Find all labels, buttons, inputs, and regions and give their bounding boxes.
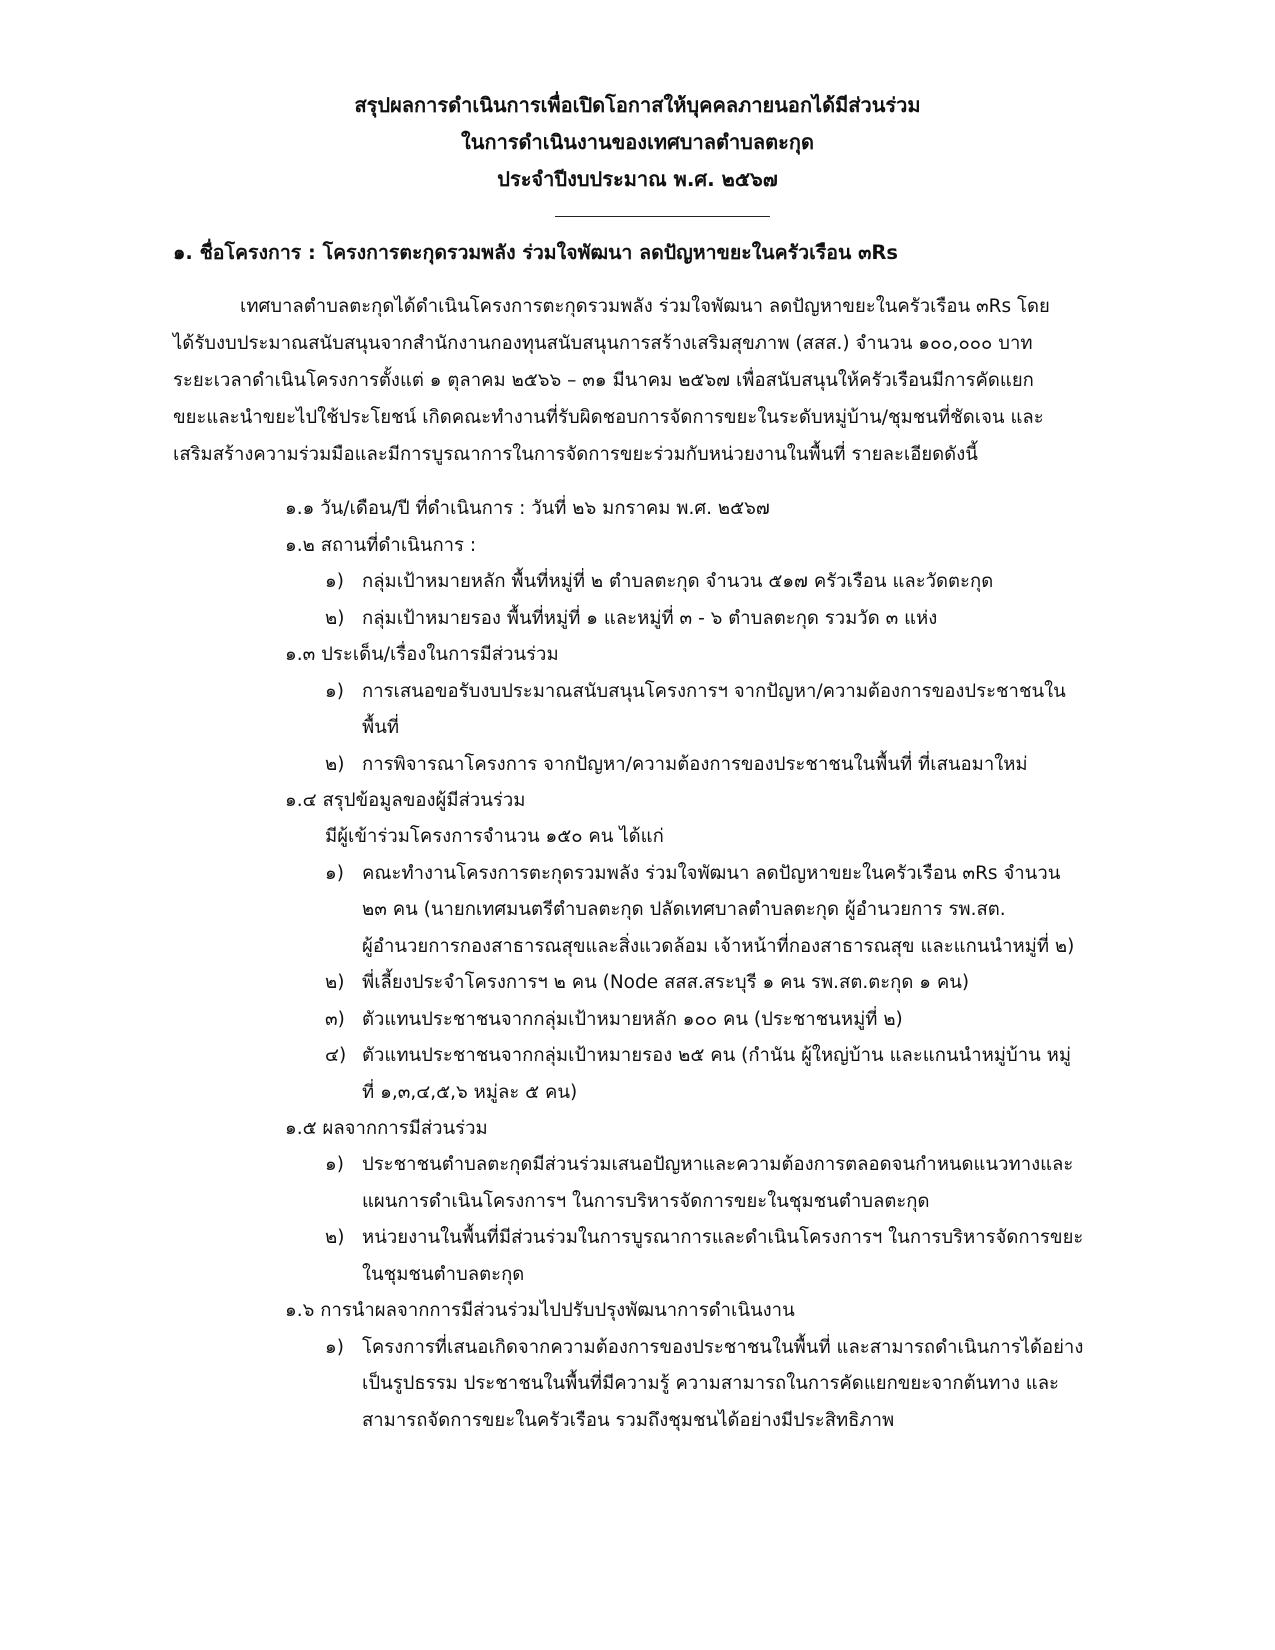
section-1-4-intro: มีผู้เข้าร่วมโครงการจำนวน ๑๕๐ คน ได้แก่ [325, 826, 664, 847]
section-1-6-item-1-line-2: เป็นรูปธรรม ประชาชนในพื้นที่มีความรู้ ความสามารถในการคัดแยกขยะจากต้นทาง และ [362, 1373, 1059, 1394]
title-divider [555, 216, 770, 217]
section-1-4-item-4-line-1: ตัวแทนประชาชนจากกลุ่มเป้าหมายรอง ๒๕ คน (กำนัน ผู้ใหญ่บ้าน และแกนนำหมู่บ้าน หมู่ [362, 1045, 1072, 1066]
project-heading: ๑. ชื่อโครงการ : โครงการตะกุดรวมพลัง ร่วมใจพัฒนา ลดปัญหาขยะในครัวเรือน ๓Rs [173, 241, 899, 264]
document-title-line-2: ในการดำเนินงานของเทศบาลตำบลตะกุด [461, 130, 814, 154]
intro-line-1: เทศบาลตำบลตะกุดได้ดำเนินโครงการตะกุดรวมพลัง ร่วมใจพัฒนา ลดปัญหาขยะในครัวเรือน ๓Rs โดย [240, 296, 1050, 317]
intro-line-4: ขยะและนำขยะไปใช้ประโยชน์ เกิดคณะทำงานที่รับผิดชอบการจัดการขยะในระดับหมู่บ้าน/ชุมชนที่ชัดเจน และ [173, 407, 1044, 428]
document-title-line-1: สรุปผลการดำเนินการเพื่อเปิดโอกาสให้บุคคลภายนอกได้มีส่วนร่วม [354, 93, 921, 117]
section-1-2-label: ๑.๒ สถานที่ดำเนินการ : [285, 535, 477, 556]
section-1-4-item-4-number: ๔) [325, 1045, 347, 1066]
section-1-3-item-1-line-1: การเสนอขอรับงบประมาณสนับสนุนโครงการฯ จากปัญหา/ความต้องการของประชาชนใน [362, 681, 1066, 702]
section-1-5-item-1-line-1: ประชาชนตำบลตะกุดมีส่วนร่วมเสนอปัญหาและความต้องการตลอดจนกำหนดแนวทางและ [362, 1154, 1074, 1175]
section-1-4-label: ๑.๔ สรุปข้อมูลของผู้มีส่วนร่วม [285, 790, 526, 811]
section-1-4-item-2-line-1: พี่เลี้ยงประจำโครงการฯ ๒ คน (Node สสส.สระบุรี ๑ คน รพ.สต.ตะกุด ๑ คน) [362, 972, 970, 993]
section-1-2-item-1-text: กลุ่มเป้าหมายหลัก พื้นที่หมู่ที่ ๒ ตำบลตะกุด จำนวน ๕๑๗ ครัวเรือน และวัดตะกุด [362, 571, 994, 592]
section-1-3-item-2-line-1: การพิจารณาโครงการ จากปัญหา/ความต้องการของประชาชนในพื้นที่ ที่เสนอมาใหม่ [362, 754, 1028, 775]
section-1-3-label: ๑.๓ ประเด็น/เรื่องในการมีส่วนร่วม [285, 644, 559, 665]
section-1-4-item-3-number: ๓) [325, 1009, 345, 1030]
section-1-5-item-1-line-2: แผนการดำเนินโครงการฯ ในการบริหารจัดการขยะในชุมชนตำบลตะกุด [362, 1191, 930, 1212]
section-1-5-item-2-number: ๒) [325, 1227, 345, 1248]
section-1-5-item-2-line-2: ในชุมชนตำบลตะกุด [362, 1264, 525, 1285]
section-1-6-label: ๑.๖ การนำผลจากการมีส่วนร่วมไปปรับปรุงพัฒนาการดำเนินงาน [285, 1300, 795, 1321]
section-1-5-label: ๑.๕ ผลจากการมีส่วนร่วม [285, 1118, 488, 1139]
section-1-3-item-1-line-2: พื้นที่ [362, 717, 400, 738]
section-1-4-item-2-number: ๒) [325, 972, 345, 993]
section-1-4-item-1-line-1: คณะทำงานโครงการตะกุดรวมพลัง ร่วมใจพัฒนา ลดปัญหาขยะในครัวเรือน ๓Rs จำนวน [362, 863, 1061, 884]
document-title-line-3: ประจำปีงบประมาณ พ.ศ. ๒๕๖๗ [497, 167, 778, 191]
section-1-5-item-2-line-1: หน่วยงานในพื้นที่มีส่วนร่วมในการบูรณาการและดำเนินโครงการฯ ในการบริหารจัดการขยะ [362, 1227, 1084, 1248]
section-1-3-item-1-number: ๑) [325, 681, 344, 702]
section-1-5-item-1-number: ๑) [325, 1154, 344, 1175]
section-1-4-item-3-line-1: ตัวแทนประชาชนจากกลุ่มเป้าหมายหลัก ๑๐๐ คน (ประชาชนหมู่ที่ ๒) [362, 1009, 903, 1030]
intro-line-3: ระยะเวลาดำเนินโครงการตั้งแต่ ๑ ตุลาคม ๒๕๖๖ – ๓๑ มีนาคม ๒๕๖๗ เพื่อสนับสนุนให้ครัวเรือนมีการคัดแยก [173, 370, 1034, 391]
intro-line-5: เสริมสร้างความร่วมมือและมีการบูรณาการในการจัดการขยะร่วมกับหน่วยงานในพื้นที่ รายละเอียดดังนี้ [173, 444, 978, 465]
section-1-2-item-1-number: ๑) [325, 571, 344, 592]
intro-line-2: ได้รับงบประมาณสนับสนุนจากสำนักงานกองทุนสนับสนุนการสร้างเสริมสุขภาพ (สสส.) จำนวน ๑๐๐,๐๐๐ บาท [173, 333, 1033, 354]
section-1-2-item-2-number: ๒) [325, 608, 345, 629]
section-1-4-item-1-line-3: ผู้อำนวยการกองสาธารณสุขและสิ่งแวดล้อม เจ้าหน้าที่กองสาธารณสุข และแกนนำหมู่ที่ ๒) [362, 936, 1075, 957]
section-1-1-date: ๑.๑ วัน/เดือน/ปี ที่ดำเนินการ : วันที่ ๒๖ มกราคม พ.ศ. ๒๕๖๗ [285, 498, 770, 519]
section-1-4-item-1-line-2: ๒๓ คน (นายกเทศมนตรีตำบลตะกุด ปลัดเทศบาลตำบลตะกุด ผู้อำนวยการ รพ.สต. [362, 899, 1006, 920]
section-1-4-item-1-number: ๑) [325, 863, 344, 884]
section-1-3-item-2-number: ๒) [325, 754, 345, 775]
section-1-2-item-2-text: กลุ่มเป้าหมายรอง พื้นที่หมู่ที่ ๑ และหมู่ที่ ๓ - ๖ ตำบลตะกุด รวมวัด ๓ แห่ง [362, 608, 938, 629]
section-1-4-item-4-line-2: ที่ ๑,๓,๔,๕,๖ หมู่ละ ๕ คน) [362, 1082, 578, 1103]
section-1-6-item-1-line-1: โครงการที่เสนอเกิดจากความต้องการของประชาชนในพื้นที่ และสามารถดำเนินการได้อย่าง [362, 1337, 1084, 1358]
section-1-6-item-1-line-3: สามารถจัดการขยะในครัวเรือน รวมถึงชุมชนได้อย่างมีประสิทธิภาพ [362, 1410, 895, 1431]
section-1-6-item-1-number: ๑) [325, 1337, 344, 1358]
